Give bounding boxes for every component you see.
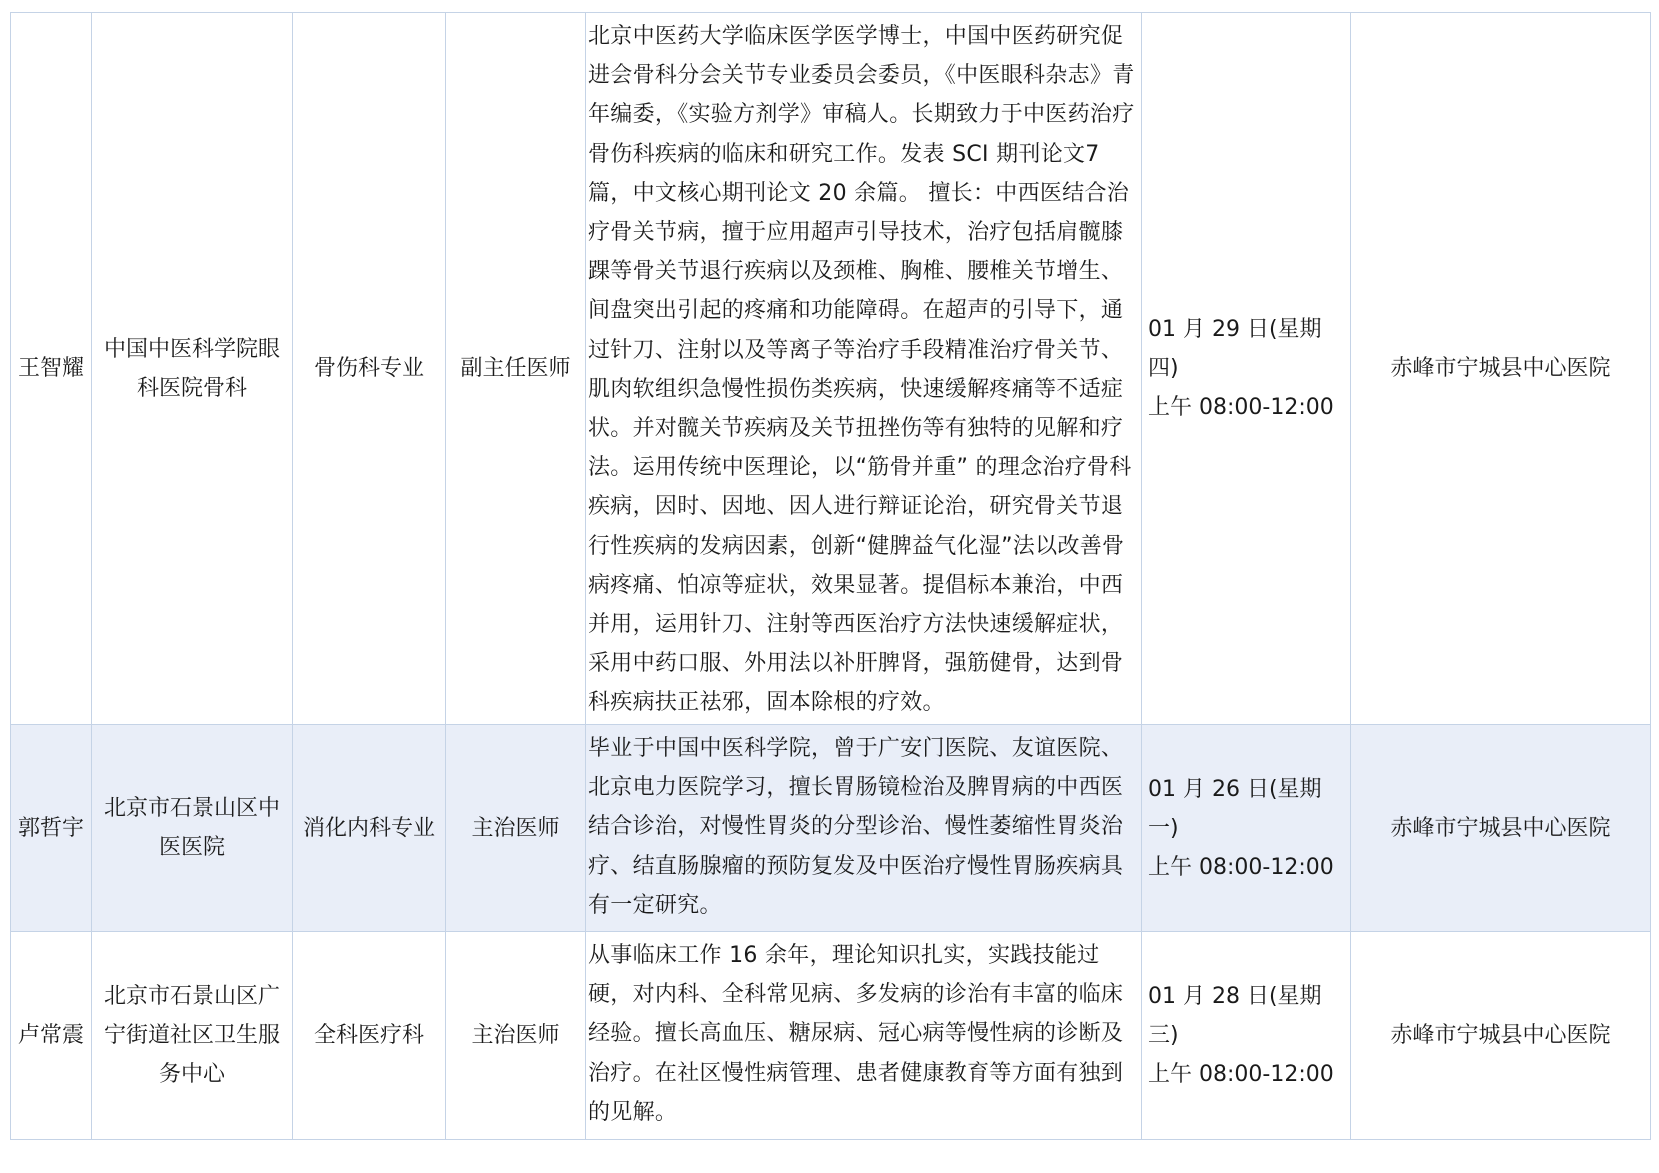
table-row (11, 932, 1651, 1140)
doctor-bio: 北京中医药大学临床医学医学博士，中国中医药研究促进会骨科分会关节专业委员会委员，《中医眼科杂志》青年编委，《实验方剂学》审稿人。长期致力于中医药治疗骨伤科疾病的临床和研究工作。发表 SCI 期刊论文7 篇，中文核心期刊论文 20 余篇。 擅长：中西医结合治疗骨关节病，擅于应用超声引导技术，治疗包括肩髋膝踝等骨关节退行疾病以及颈椎、胸椎、腰椎关节增生、间盘突出引起的疼痛和功能障碍。在超声的引导下，通过针刀、注射以及等离子等治疗手段精准治疗骨关节、肌肉软组织急慢性损伤类疾病，快速缓解疼痛等不适症状。并对髋关节疾病及关节扭挫伤等有独特的见解和疗法。运用传统中医理论，以“筋骨并重” 的理念治疗骨科疾病，因时、因地、因人进行辩证论治，研究骨关节退行性疾病的发病因素，创新“健脾益气化湿”法以改善骨病疼痛、怕凉等症状，效果显著。提倡标本兼治，中西并用，运用针刀、注射等西医治疗方法快速缓解症状，采用中药口服、外用法以补肝脾肾，强筋健骨，达到骨科疾病扶正祛邪，固本除根的疗效。 (586, 13, 1142, 725)
doctor-schedule-table-wrap (10, 12, 1650, 1140)
doctor-title: 主治医师 (446, 725, 586, 932)
doctor-hospital: 北京市石景山区广宁街道社区卫生服务中心 (92, 932, 293, 1140)
clinic-schedule: 01 月 28 日(星期三) 上午 08:00-12:00 (1142, 932, 1351, 1140)
clinic-location: 赤峰市宁城县中心医院 (1351, 932, 1651, 1140)
doctor-bio: 毕业于中国中医科学院，曾于广安门医院、友谊医院、北京电力医院学习，擅长胃肠镜检治及脾胃病的中西医结合诊治，对慢性胃炎的分型诊治、慢性萎缩性胃炎治疗、结直肠腺瘤的预防复发及中医治疗慢性胃肠疾病具有一定研究。 (586, 725, 1142, 932)
doctor-schedule-table (10, 12, 1651, 1140)
doctor-bio: 从事临床工作 16 余年，理论知识扎实，实践技能过硬，对内科、全科常见病、多发病的诊治有丰富的临床经验。擅长高血压、糖尿病、冠心病等慢性病的诊断及治疗。在社区慢性病管理、患者健康教育等方面有独到的见解。 (586, 932, 1142, 1140)
clinic-location: 赤峰市宁城县中心医院 (1351, 725, 1651, 932)
doctor-title: 主治医师 (446, 932, 586, 1140)
doctor-name: 卢常震 (11, 932, 92, 1140)
doctor-title: 副主任医师 (446, 13, 586, 725)
table-row (11, 725, 1651, 932)
clinic-schedule: 01 月 29 日(星期四) 上午 08:00-12:00 (1142, 13, 1351, 725)
clinic-schedule: 01 月 26 日(星期一) 上午 08:00-12:00 (1142, 725, 1351, 932)
doctor-hospital: 北京市石景山区中医医院 (92, 725, 293, 932)
doctor-hospital: 中国中医科学院眼科医院骨科 (92, 13, 293, 725)
doctor-name: 王智耀 (11, 13, 92, 725)
doctor-specialty: 消化内科专业 (293, 725, 446, 932)
doctor-specialty: 骨伤科专业 (293, 13, 446, 725)
doctor-name: 郭哲宇 (11, 725, 92, 932)
doctor-specialty: 全科医疗科 (293, 932, 446, 1140)
table-row (11, 13, 1651, 725)
clinic-location: 赤峰市宁城县中心医院 (1351, 13, 1651, 725)
